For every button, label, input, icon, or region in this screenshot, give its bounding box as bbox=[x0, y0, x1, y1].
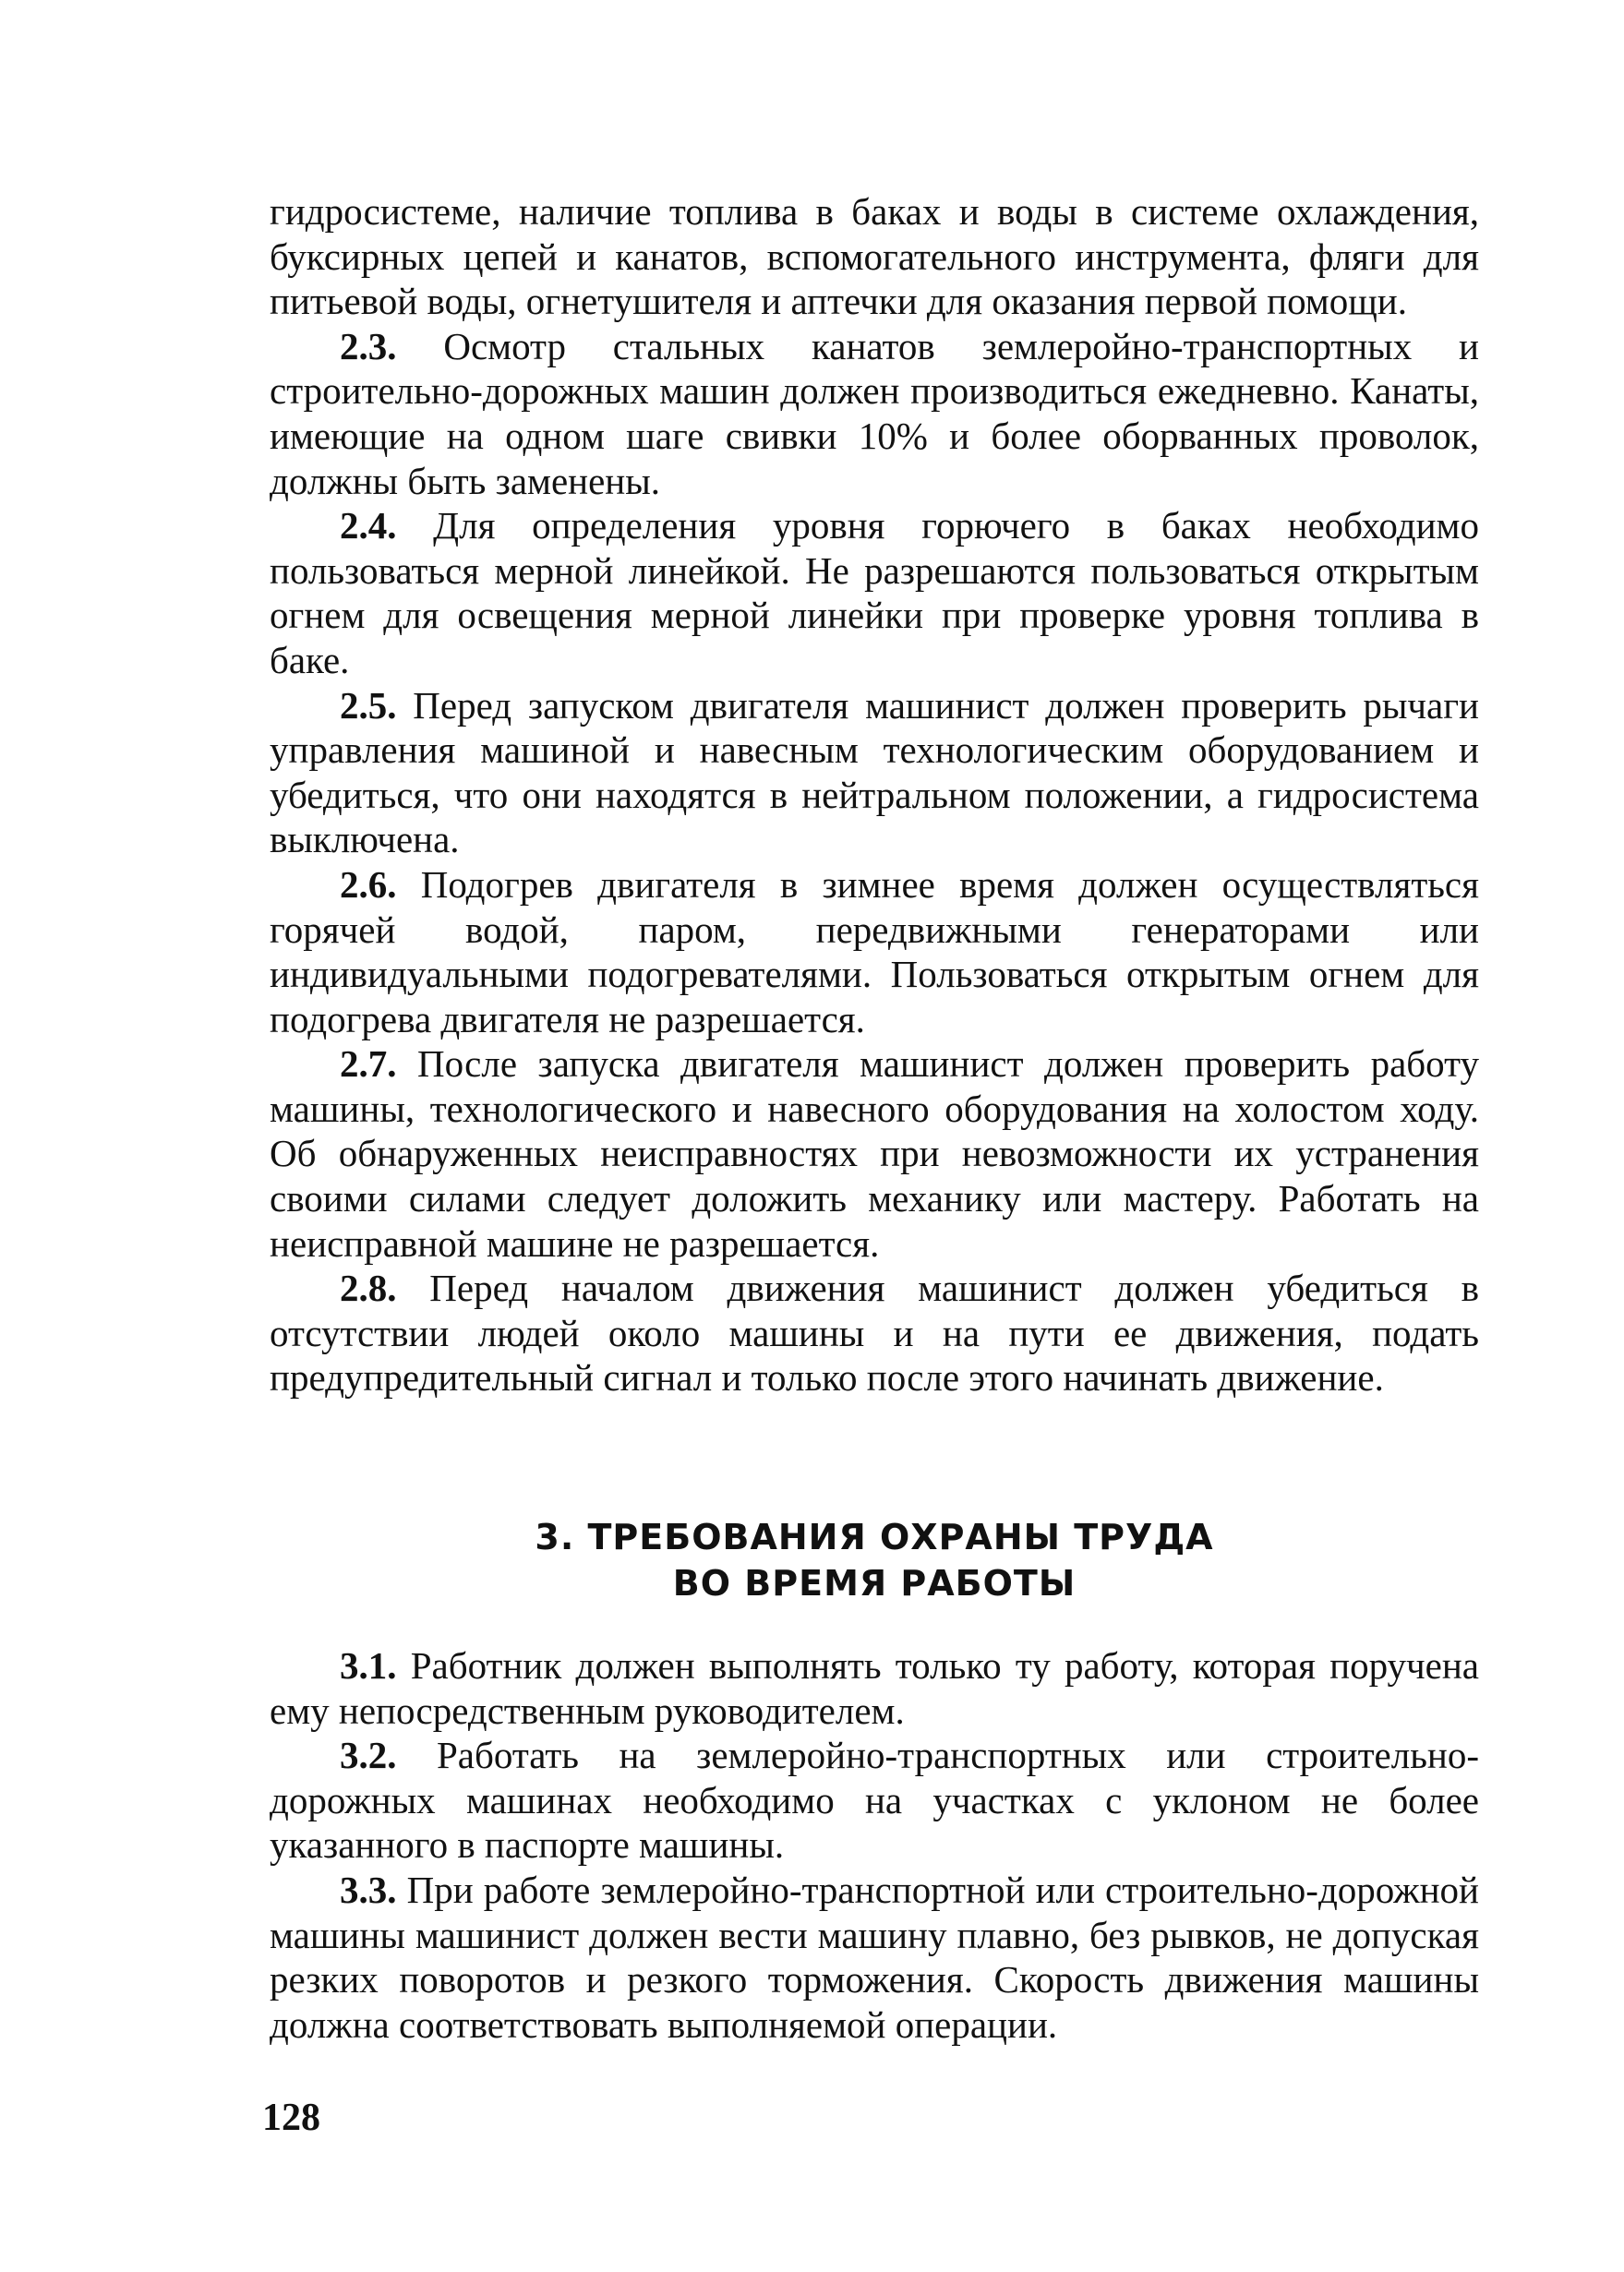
heading-line-2: ВО ВРЕМЯ РАБОТЫ bbox=[672, 1563, 1077, 1604]
paragraph-2-2-continuation bbox=[270, 189, 1479, 324]
paragraph-number: 2.6. bbox=[340, 862, 397, 906]
paragraph-3-3 bbox=[270, 1868, 1479, 2047]
paragraph-2-8 bbox=[270, 1266, 1479, 1400]
section-3-body bbox=[270, 1643, 1479, 2047]
paragraph-text: Подогрев двигателя в зимнее время должен осуществляться горячей водой, паром, передвижными генераторами или индивидуальными подогревателями. Пользоваться открытым огнем для подогрева двигателя не разрешается. bbox=[270, 862, 1479, 1040]
paragraph-text: После запуска двигателя машинист должен проверить работу машины, технологического и навесного оборудования на холостом ходу. Об обнаруженных неисправностях при невозможности их устранения своими силами следует доложить механику или мастеру. Работать на неисправной машине не разрешается. bbox=[270, 1042, 1479, 1265]
paragraph-2-6 bbox=[270, 862, 1479, 1041]
paragraph-number: 2.4. bbox=[340, 504, 397, 547]
paragraph-text: При работе землеройно-транспортной или строительно-дорожной машины машинист должен вести машину плавно, без рывков, не допуская резких поворотов и резкого торможения. Скорость движения машины должна соответствовать выполняемой операции. bbox=[270, 1868, 1479, 2046]
paragraph-number: 2.5. bbox=[340, 683, 397, 727]
paragraph-number: 3.3. bbox=[340, 1868, 397, 1911]
paragraph-text: Работник должен выполнять только ту работу, которая поручена ему непосредственным руководителем. bbox=[270, 1644, 1479, 1732]
paragraph-2-7 bbox=[270, 1041, 1479, 1266]
paragraph-3-1 bbox=[270, 1643, 1479, 1733]
section-3-heading bbox=[270, 1514, 1479, 1606]
paragraph-text: Перед запуском двигателя машинист должен проверить рычаги управления машиной и навесным технологическим оборудованием и убедиться, что они находятся в нейтральном положении, а гидросистема выключена. bbox=[270, 683, 1479, 861]
section-2-continued bbox=[270, 189, 1479, 1400]
paragraph-text: Перед началом движения машинист должен убедиться в отсутствии людей около машины и на пути ее движения, подать предупредительный сигнал и только после этого начинать движение. bbox=[270, 1267, 1479, 1400]
paragraph-number: 2.3. bbox=[340, 324, 397, 367]
paragraph-text: Работать на землеройно-транспортных или строительно-дорожных машинах необходимо на участках с уклоном не более указанного в паспорте машины. bbox=[270, 1734, 1479, 1867]
paragraph-number: 3.1. bbox=[340, 1644, 397, 1687]
paragraph-2-5 bbox=[270, 683, 1479, 862]
paragraph-number: 2.7. bbox=[340, 1042, 397, 1086]
paragraph-3-2 bbox=[270, 1733, 1479, 1868]
paragraph-number: 3.2. bbox=[340, 1734, 397, 1777]
heading-line-1: 3. ТРЕБОВАНИЯ ОХРАНЫ ТРУДА bbox=[535, 1517, 1214, 1557]
paragraph-number: 2.8. bbox=[340, 1267, 397, 1310]
page-number: 128 bbox=[262, 2097, 320, 2139]
paragraph-2-3 bbox=[270, 324, 1479, 503]
paragraph-text: Для определения уровня горючего в баках необходимо пользоваться мерной линейкой. Не разрешаются пользоваться открытым огнем для освещения мерной линейки при проверке уровня топлива в баке. bbox=[270, 504, 1479, 681]
paragraph-2-4 bbox=[270, 503, 1479, 682]
paragraph-text: Осмотр стальных канатов землеройно-транспортных и строительно-дорожных машин должен производиться ежедневно. Канаты, имеющие на одном шаге свивки 10% и более оборванных проволок, должны быть заменены. bbox=[270, 324, 1479, 502]
paragraph-text: гидросистеме, наличие топлива в баках и воды в системе охлаждения, буксирных цепей и канатов, вспомогательного инструмента, фляги для питьевой воды, огнетушителя и аптечки для оказания первой помощи. bbox=[270, 190, 1479, 323]
